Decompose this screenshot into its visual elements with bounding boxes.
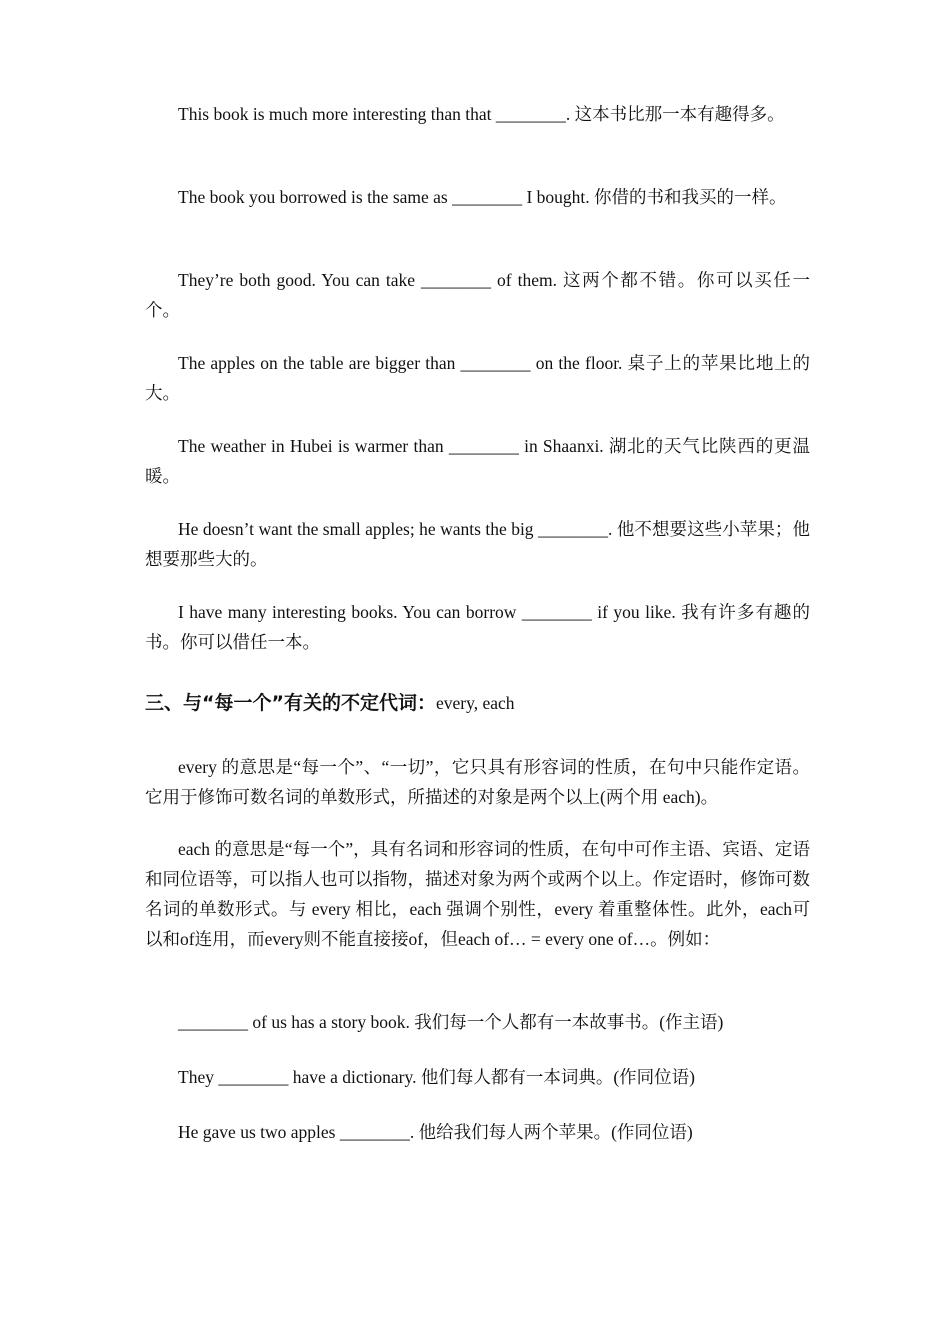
usage-example-2: They ________ have a dictionary. 他们每人都有一本词典。(作同位语): [178, 1067, 695, 1087]
example-sentence-2: The book you borrowed is the same as ________ I bought. 你借的书和我买的一样。: [178, 187, 787, 207]
section-heading-label: 三、与“每一个”有关的不定代词：: [145, 692, 436, 714]
example-sentence-3: They’re both good. You can take ________ of them. 这两个都不错。你可以买任一个。: [145, 270, 810, 320]
example-sentence-4: The apples on the table are bigger than ________ on the floor. 桌子上的苹果比地上的大。: [145, 353, 810, 403]
usage-example-3: He gave us two apples ________. 他给我们每人两个苹果。(作同位语): [178, 1122, 693, 1142]
usage-example-1: ________ of us has a story book. 我们每一个人都有一本故事书。(作主语): [178, 1012, 724, 1032]
example-sentence-6: He doesn’t want the small apples; he wants the big ________. 他不想要这些小苹果；他想要那些大的。: [145, 519, 810, 569]
example-sentence-7: I have many interesting books. You can borrow ________ if you like. 我有许多有趣的书。你可以借任一本。: [145, 602, 810, 652]
example-sentence-1: This book is much more interesting than that ________. 这本书比那一本有趣得多。: [178, 104, 785, 124]
section-heading: [145, 688, 810, 718]
example-sentence-5: The weather in Hubei is warmer than ________ in Shaanxi. 湖北的天气比陕西的更温暖。: [145, 436, 810, 486]
section-heading-tail: every, each: [435, 693, 515, 713]
explanation-every: every 的意思是“每一个”、“一切”，它只具有形容词的性质，在句中只能作定语。它用于修饰可数名词的单数形式，所描述的对象是两个以上(两个用 each)。: [145, 757, 810, 807]
explanation-each: each 的意思是“每一个”，具有名词和形容词的性质，在句中可作主语、宾语、定语和同位语等，可以指人也可以指物，描述对象为两个或两个以上。作定语时，修饰可数名词的单数形式。与 every 相比，each 强调个别性，every 着重整体性。此外，each可以和of连用，而every则不能直接接of，但each of… = every one of…。例如：: [145, 839, 810, 949]
